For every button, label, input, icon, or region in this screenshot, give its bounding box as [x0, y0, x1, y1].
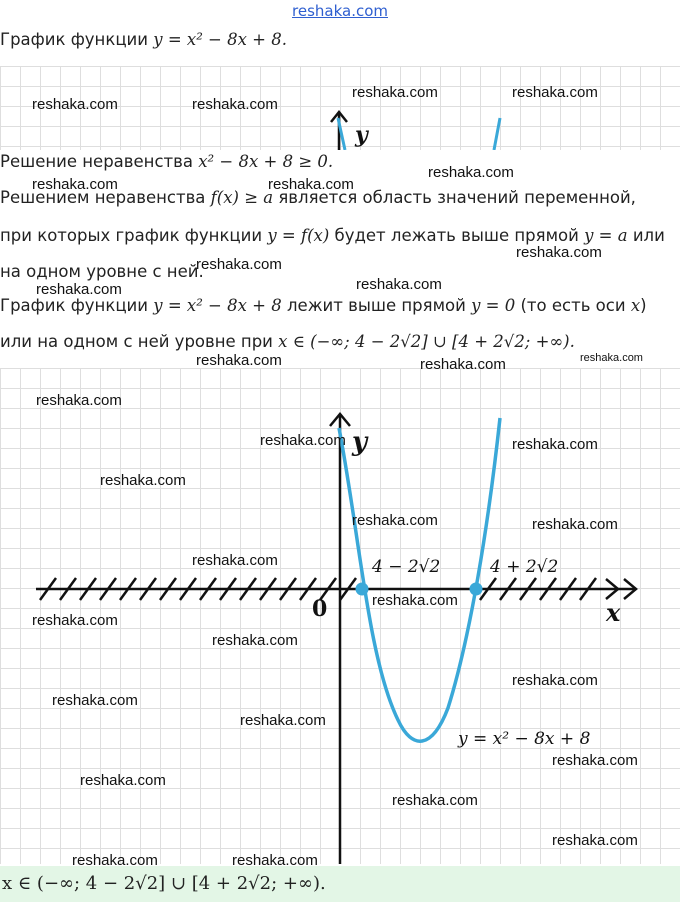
line-text: Решением неравенства: [0, 188, 211, 207]
root-left-label: 4 − 2√2: [372, 557, 441, 577]
watermark: reshaka.com: [100, 472, 186, 489]
watermark: reshaka.com: [580, 352, 643, 364]
root-point-right: [470, 583, 483, 596]
line-text: при которых график функции: [0, 226, 268, 245]
watermark: reshaka.com: [196, 352, 282, 369]
watermark: reshaka.com: [232, 852, 318, 869]
line-text: или на одном с ней уровне при: [0, 332, 279, 351]
watermark: reshaka.com: [80, 772, 166, 789]
line-text: будет лежать выше прямой: [329, 226, 585, 245]
text-line-conclusion: [0, 296, 647, 315]
formula-y-fx: y = f(x): [267, 226, 330, 245]
formula-y-a: y = a: [584, 226, 628, 245]
line-text: ): [640, 296, 647, 315]
line-text: (то есть оси: [515, 296, 631, 315]
text-line-definition-2: [0, 226, 665, 245]
small-graph-y-label: y: [355, 122, 368, 148]
text-line-conclusion-2: [0, 332, 575, 351]
watermark: reshaka.com: [356, 276, 442, 293]
watermark: reshaka.com: [32, 612, 118, 629]
watermark: reshaka.com: [428, 164, 514, 181]
text-line-graph-title: [0, 30, 287, 49]
answer-box: [0, 866, 680, 902]
formula-inequality: x² − 8x + 8 ≥ 0.: [198, 152, 334, 171]
watermark: reshaka.com: [36, 281, 122, 298]
root-point-left: [356, 583, 369, 596]
watermark: reshaka.com: [512, 672, 598, 689]
parabola-curve: [339, 418, 500, 741]
formula-interval: x ∈ (−∞; 4 − 2√2] ∪ [4 + 2√2; +∞).: [278, 332, 575, 351]
watermark: reshaka.com: [352, 512, 438, 529]
formula-quadratic: y = x² − 8x + 8.: [153, 30, 287, 49]
formula-y-zero: y = 0: [471, 296, 516, 315]
watermark: reshaka.com: [32, 176, 118, 193]
y-axis-label: y: [352, 427, 368, 457]
line-text: График функции: [0, 30, 154, 49]
watermark: reshaka.com: [192, 96, 278, 113]
watermark: reshaka.com: [532, 516, 618, 533]
watermark: reshaka.com: [212, 632, 298, 649]
watermark: reshaka.com: [192, 552, 278, 569]
watermark: reshaka.com: [52, 692, 138, 709]
small-graph-right-branch: [494, 118, 500, 150]
watermark: reshaka.com: [552, 832, 638, 849]
watermark: reshaka.com: [196, 256, 282, 273]
root-right-label: 4 + 2√2: [490, 557, 559, 577]
site-link[interactable]: reshaka.com: [292, 2, 388, 20]
watermark: reshaka.com: [552, 752, 638, 769]
line-text: лежит выше прямой: [281, 296, 472, 315]
watermark: reshaka.com: [72, 852, 158, 869]
text-line-inequality: [0, 152, 333, 171]
formula-function: y = x² − 8x + 8: [153, 296, 282, 315]
watermark: reshaka.com: [372, 592, 458, 609]
watermark: reshaka.com: [240, 712, 326, 729]
watermark: reshaka.com: [512, 436, 598, 453]
watermark: reshaka.com: [512, 84, 598, 101]
watermark: reshaka.com: [36, 392, 122, 409]
formula-fx-ge-a: f(x) ≥ a: [210, 188, 274, 207]
watermark: reshaka.com: [420, 356, 506, 373]
watermark: reshaka.com: [32, 96, 118, 113]
formula-x: x: [630, 296, 641, 315]
line-text: График функции: [0, 296, 154, 315]
x-axis-label: x: [606, 598, 621, 627]
answer-formula: x ∈ (−∞; 4 − 2√2] ∪ [4 + 2√2; +∞).: [2, 873, 326, 894]
watermark: reshaka.com: [516, 244, 602, 261]
text-line-definition-3: на одном уровне с ней.: [0, 262, 204, 281]
line-text: или: [627, 226, 665, 245]
line-text: Решение неравенства: [0, 152, 199, 171]
watermark: reshaka.com: [260, 432, 346, 449]
watermark: reshaka.com: [268, 176, 354, 193]
origin-label: 0: [312, 596, 328, 622]
watermark: reshaka.com: [392, 792, 478, 809]
watermark: reshaka.com: [352, 84, 438, 101]
line-text: является область значений переменной,: [273, 188, 636, 207]
curve-equation-label: y = x² − 8x + 8: [458, 729, 591, 749]
